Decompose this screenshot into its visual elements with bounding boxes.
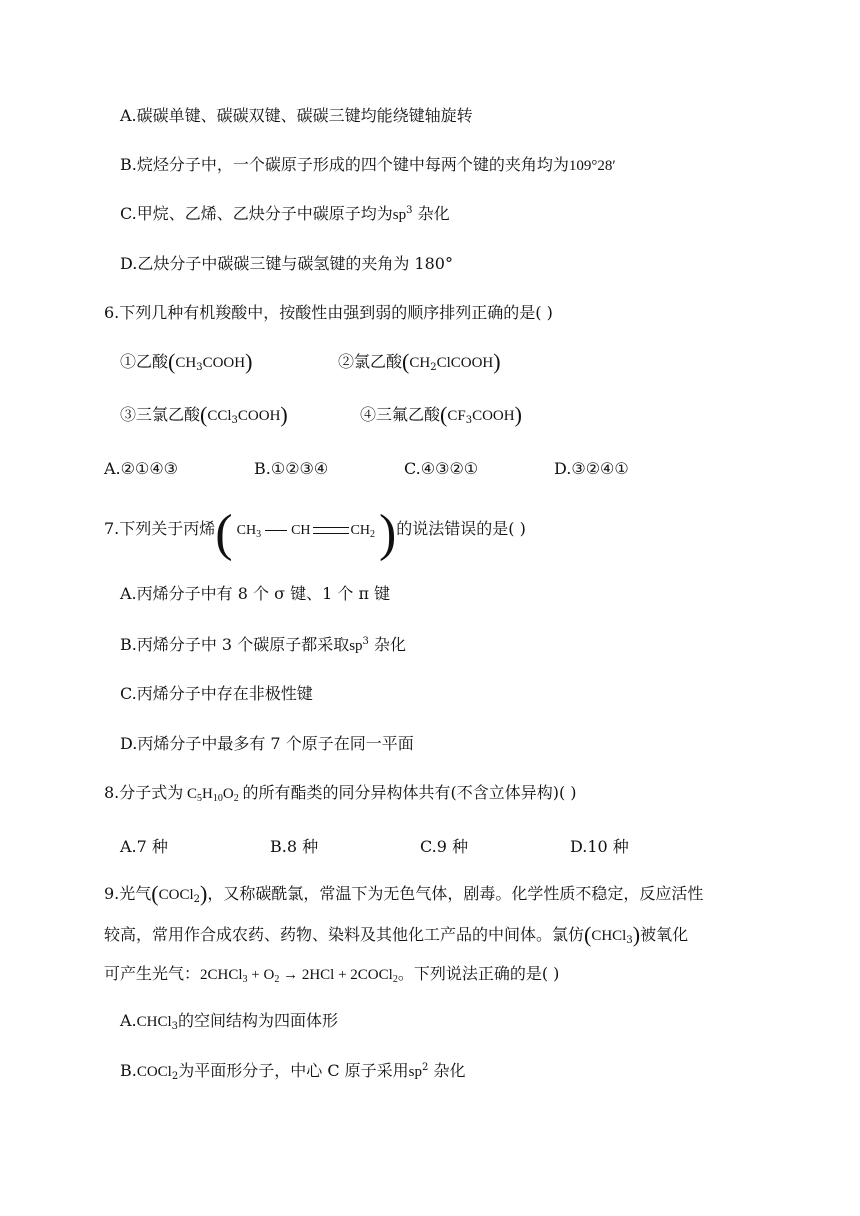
q6-item-2: ②氯乙酸$(CH_2ClCOOH)$ [338,349,501,374]
q9-option-b: B.COCl$_2$为平面形分子，中心 C 原子采用$sp^2$ 杂化 [120,1061,466,1082]
q6-item-4-formula-b: COOH [472,408,515,424]
q8-option-b: B.8 种 [270,837,319,856]
q5-option-b [120,157,616,174]
q9-option-b-mid: 为平面形分子，中心 C 原子采用 [178,1061,409,1080]
q8-option-a: A.7 种 [120,837,168,856]
q5-option-c-exp: 3 [406,205,413,216]
double-bond-line [313,527,349,534]
q6-item-2-formula-b: ClCOOH [436,355,494,371]
q8-stem [104,785,577,802]
q6-stem: 6.下列几种有机羧酸中，按酸性由强到弱的顺序排列正确的是( ) [104,303,553,322]
q5-option-c-sp: sp [392,207,407,223]
q7-option-d: D.丙烯分子中最多有 7 个原子在同一平面 [120,734,414,753]
q9-line-1-post: ，又称碳酰氯，常温下为无色气体，剧毒。化学性质不稳定，反应活性 [207,884,704,903]
q7-option-c: C.丙烯分子中存在非极性键 [120,684,313,703]
q8-formula: $C_5H_{10}O_2$ [187,786,239,804]
q9-chloroform-formula: CHCl [591,928,627,944]
q6-item-4-sub: 3 [465,415,473,426]
q9-line-3-pre: 可产生光气： [104,964,201,983]
q6-item-4-label: ④三氟乙酸 [360,405,441,424]
q6-options [104,459,704,478]
q6-item-3-label: ③三氯乙酸 [120,405,201,424]
q7-stem-pre: 7.下列关于丙烯 [104,519,216,538]
q6-item-1: ①乙酸$(CH_3COOH)$ [120,349,253,374]
q5-option-c-post: 杂化 [412,204,450,223]
q6-item-3-formula-a: CCl [207,408,232,424]
q5-option-b-text: B.烷烃分子中，一个碳原子形成的四个键中每两个键的夹角均为 [120,155,569,174]
q9-line-2-post: 被氧化 [640,925,689,944]
q6-item-2-label: ②氯乙酸 [338,352,403,371]
q7-option-b-sp: sp [349,638,363,654]
q6-option-b: B.①②③④ [254,459,329,478]
q7-option-b [120,637,406,654]
single-bond-line [265,530,287,531]
q8-stem-pre: 8.分子式为 [104,783,184,802]
q9-line-2-pre: 较高，常用作合成农药、药物、染料及其他化工产品的中间体。氯仿 [104,925,585,944]
q9-equation: 2CHCl$_3$ + $O_2 \to 2HCl$ + 2COCl$_2$ [200,967,398,985]
q9-line-2: 较高，常用作合成农药、药物、染料及其他化工产品的中间体。氯仿(CHCl$_3$)被氧化 [104,922,689,947]
q8-stem-post: 的所有酯类的同分异构体共有(不含立体异构)( ) [242,783,577,802]
q8-options [120,834,720,857]
q7-option-b-exp: 3 [362,636,369,647]
q6-option-d: D.③②④① [554,459,629,478]
q6-item-4-formula-a: CF [447,408,466,424]
q5-option-c-pre: C.甲烷、乙烯、乙炔分子中碳原子均为 [120,204,393,223]
q6-item-2-formula-a: CH [409,355,431,371]
q6-option-a: A.②①④③ [104,459,179,478]
q5-option-a: A.碳碳单键、碳碳双键、碳碳三键均能绕键轴旋转 [120,106,473,125]
q6-item-1-formula-b: COOH [202,355,246,371]
q5-option-b-angle: 109°28′ [568,158,616,174]
q6-item-2-sub: 2 [430,362,437,373]
q7-stem: 7.下列关于丙烯( $CH_3$ CH $CH_2$)的说法错误的是( ) [104,505,526,562]
q6-item-1-label: ①乙酸 [120,352,169,371]
q6-item-3-formula-b: COOH [237,408,281,424]
q6-item-1-sub: 3 [196,362,203,373]
q9-line-1: 9.光气(COCl$_2$)，又称碳酰氯，常温下为无色气体，剧毒。化学性质不稳定，反应活性 [104,881,704,906]
q9-option-a-pre: A. [120,1011,137,1030]
q9-line-1-pre: 9.光气 [104,884,152,903]
q6-item-1-formula-a: CH [175,355,197,371]
q9-option-a: A.CHCl$_3$的空间结构为四面体形 [120,1011,339,1032]
q7-option-b-pre: B.丙烯分子中 3 个碳原子都采取 [120,635,350,654]
q9-line-3-post: 。下列说法正确的是( ) [397,964,560,983]
q9-option-b-pre: B. [120,1061,137,1080]
q6-option-c: C.④③②① [404,459,479,478]
q6-item-4: ④三氟乙酸$(CF_3COOH)$ [360,402,522,427]
q9-line-3 [104,966,559,983]
q7-stem-post: 的说法错误的是( ) [396,519,526,538]
q8-option-d: D.10 种 [570,837,629,856]
q6-item-3: ③三氯乙酸(CCl$_3$COOH) [120,402,288,427]
q9-option-a-post: 的空间结构为四面体形 [178,1011,339,1030]
q7-structure: $CH_3$ CH $CH_2$ [236,523,375,540]
q7-option-a: A.丙烯分子中有 8 个 σ 键、1 个 π 键 [120,584,391,603]
q9-option-b-post: 杂化 [428,1061,466,1080]
q8-option-c: C.9 种 [420,837,469,856]
q7-option-b-post: 杂化 [368,635,407,654]
q6-item-3-sub: 3 [231,415,238,426]
q5-option-c [120,206,450,223]
q5-option-d: D.乙炔分子中碳碳三键与碳氢键的夹角为 180° [120,254,453,273]
q9-phosgene-formula: COCl [158,887,194,903]
